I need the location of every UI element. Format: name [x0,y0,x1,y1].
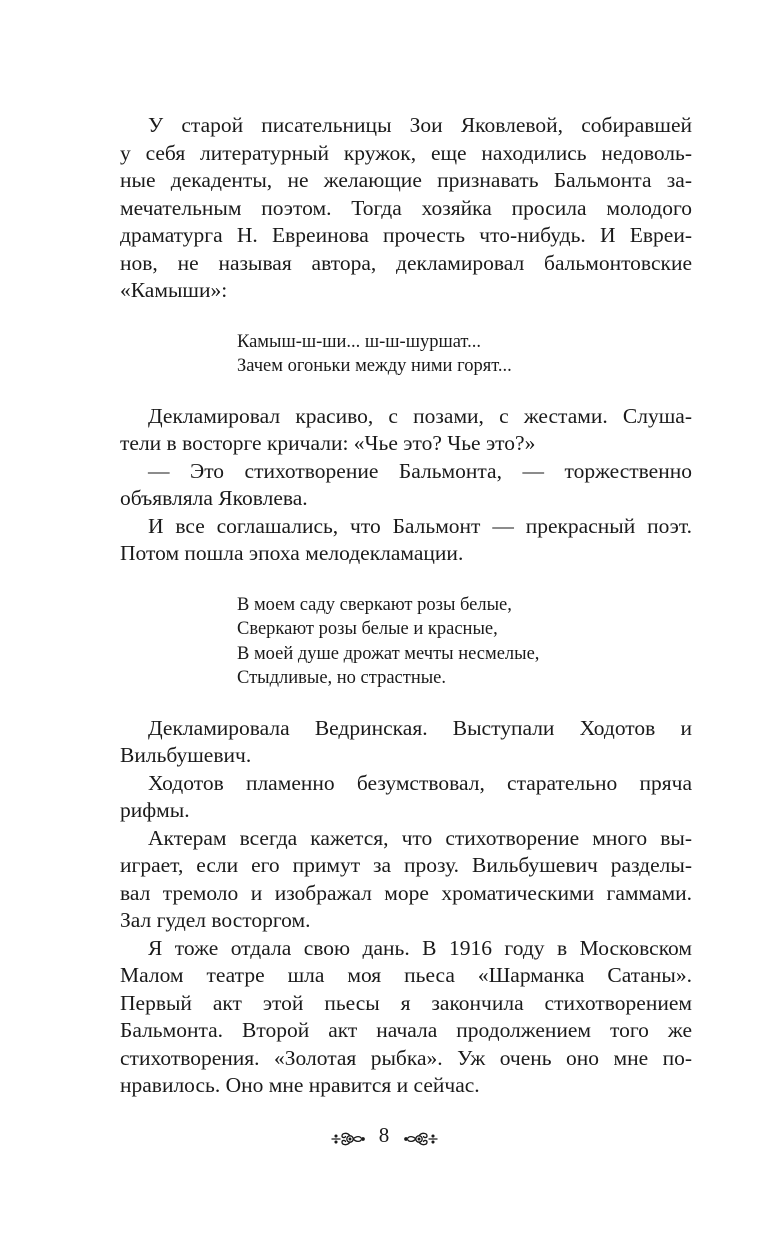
fleuron-right-icon [403,1126,439,1144]
fleuron-left-icon [330,1126,366,1144]
text-line: Я тоже отдала свою дань. В 1916 году в Московском [148,935,692,960]
text-line: тели в восторге кричали: «Чье это? Чье это?» [120,431,536,455]
paragraph [120,770,692,825]
text-line: мечательным поэтом. Тогда хозяйка просила молодого [120,195,692,220]
paragraph [120,935,692,1100]
page-footer [0,1118,768,1148]
verse-line: Стыдливые, но страстные. [237,668,447,688]
verse-quote-kamyshi [120,330,692,379]
text-line: у себя литературный кружок, еще находились недоволь- [120,140,692,165]
paragraph [120,825,692,935]
text-line: нов, не называя автора, декламировал бальмонтовские [120,250,692,275]
text-line: Ходотов пламенно безумствовал, старательно пряча [148,770,692,795]
paragraph [120,458,692,513]
text-line: играет, если его примут за прозу. Вильбушевич разделы- [120,853,692,877]
page-text-block [120,112,692,1100]
paragraph [120,715,692,770]
verse-line: Сверкают розы белые и красные, [237,619,498,639]
text-line: стихотворения. «Золотая рыбка». Уж очень оно мне по- [120,1045,692,1070]
text-line: Декламировала Ведринская. Выступали Ходотов и [148,715,692,740]
paragraph [120,112,692,305]
text-line: драматурга Н. Евреинова прочесть что-нибудь. И Евреи- [120,223,692,247]
verse-line: Зачем огоньки между ними горят... [237,356,512,376]
text-line: — Это стихотворение Бальмонта, — торжественно [148,458,692,483]
text-line: Первый акт этой пьесы я закончила стихотворением [120,990,692,1015]
text-line: рифмы. [120,798,190,822]
text-line: вал тремоло и изображал море хроматическими гаммами. [120,880,692,905]
text-line: ные декаденты, не желающие признавать Бальмонта за- [120,168,692,192]
text-line: Актерам всегда кажется, что стихотворение много вы- [148,825,692,850]
verse-quote-roses [120,593,692,691]
text-line: И все соглашались, что Бальмонт — прекрасный поэт. [148,513,692,538]
verse-line: В моей душе дрожат мечты несмелые, [237,643,540,664]
text-line: нравилось. Оно мне нравится и сейчас. [120,1073,480,1097]
text-line: Бальмонта. Второй акт начала продолжением того же [120,1018,692,1042]
text-line: У старой писательницы Зои Яковлевой, собиравшей [148,113,692,137]
text-line: Малом театре шла моя пьеса «Шарманка Сатаны». [120,963,692,987]
text-line: Потом пошла эпоха мелодекламации. [120,541,464,565]
text-line: Декламировал красиво, с позами, с жестами. Слуша- [148,403,692,428]
paragraph [120,513,692,568]
text-line: Зал гудел восторгом. [120,908,311,932]
text-line: «Камыши»: [120,278,228,302]
text-line: Вильбушевич. [120,743,252,767]
verse-line: В моем саду сверкают розы белые, [237,594,512,615]
verse-line: Камыш-ш-ши... ш-ш-шуршат... [237,331,482,352]
text-line: объявляла Яковлева. [120,486,308,510]
paragraph [120,403,692,458]
page-number: 8 [378,1123,390,1148]
